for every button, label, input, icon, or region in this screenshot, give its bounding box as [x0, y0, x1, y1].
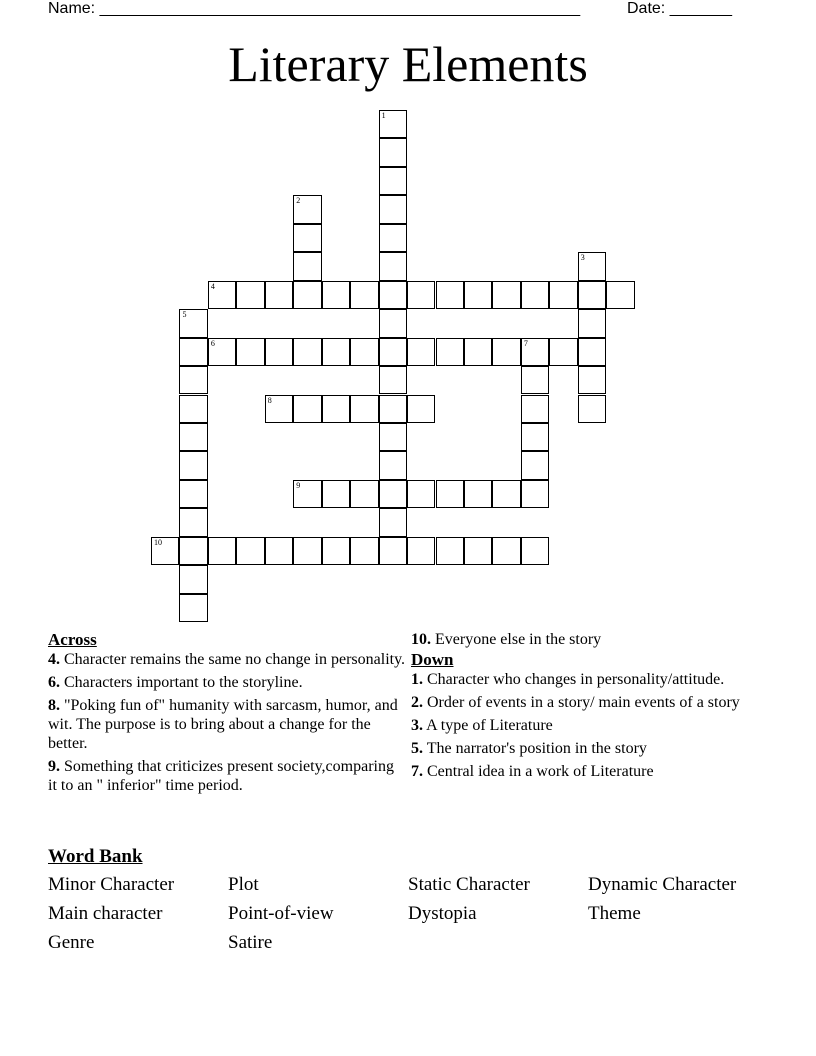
crossword-cell[interactable] — [578, 366, 606, 394]
crossword-cell[interactable] — [379, 167, 407, 195]
crossword-cell[interactable] — [350, 480, 378, 508]
crossword-cell[interactable] — [208, 338, 236, 366]
crossword-cell[interactable] — [521, 281, 549, 309]
crossword-cell[interactable] — [179, 338, 207, 366]
cell-number: 5 — [182, 310, 187, 320]
crossword-cell[interactable] — [293, 252, 321, 280]
crossword-cell[interactable] — [379, 537, 407, 565]
crossword-cell[interactable] — [179, 537, 207, 565]
crossword-cell[interactable] — [436, 338, 464, 366]
clue-down-7: 7. Central idea in a work of Literature — [411, 763, 654, 780]
crossword-cell[interactable] — [379, 309, 407, 337]
crossword-cell[interactable] — [265, 281, 293, 309]
clue-down-5: 5. The narrator's position in the story — [411, 740, 647, 757]
crossword-cell[interactable] — [379, 366, 407, 394]
crossword-cell[interactable] — [521, 395, 549, 423]
cell-number: 8 — [267, 395, 272, 405]
crossword-cell[interactable] — [464, 338, 492, 366]
crossword-cell[interactable] — [578, 395, 606, 423]
crossword-cell[interactable] — [379, 252, 407, 280]
crossword-cell[interactable] — [293, 395, 321, 423]
crossword-cell[interactable] — [293, 281, 321, 309]
crossword-cell[interactable] — [521, 537, 549, 565]
crossword-cell[interactable] — [379, 451, 407, 479]
word-bank-title: Word Bank — [48, 846, 143, 867]
crossword-cell[interactable] — [492, 480, 520, 508]
cell-number: 10 — [154, 537, 162, 547]
crossword-cell[interactable] — [492, 281, 520, 309]
crossword-cell[interactable] — [407, 395, 435, 423]
crossword-cell[interactable] — [492, 338, 520, 366]
crossword-cell[interactable] — [350, 281, 378, 309]
crossword-cell[interactable] — [322, 281, 350, 309]
crossword-cell[interactable] — [179, 480, 207, 508]
crossword-cell[interactable] — [379, 480, 407, 508]
crossword-cell[interactable] — [179, 451, 207, 479]
cell-number: 7 — [523, 338, 528, 348]
crossword-cell[interactable] — [293, 537, 321, 565]
clues-right-column — [411, 630, 771, 785]
crossword-cell[interactable] — [521, 338, 549, 366]
crossword-cell[interactable] — [464, 480, 492, 508]
clues-left-column — [48, 630, 406, 799]
crossword-cell[interactable] — [379, 195, 407, 223]
crossword-cell[interactable] — [379, 281, 407, 309]
word-bank-item: Minor Character — [48, 874, 175, 895]
crossword-cell[interactable] — [549, 281, 577, 309]
crossword-cell[interactable] — [179, 309, 207, 337]
cell-number: 1 — [381, 111, 386, 120]
crossword-cell[interactable] — [407, 537, 435, 565]
crossword-cell[interactable] — [521, 423, 549, 451]
crossword-cell[interactable] — [350, 537, 378, 565]
crossword-cell[interactable] — [521, 366, 549, 394]
crossword-cell[interactable] — [179, 594, 207, 622]
cell-number: 2 — [296, 196, 301, 206]
crossword-cell[interactable] — [322, 395, 350, 423]
crossword-cell[interactable] — [379, 224, 407, 252]
clue-across-8: 8. "Poking fun of" humanity with sarcasm, humor, and wit. The purpose is to bring about a change for the better. — [48, 697, 398, 752]
crossword-cell[interactable] — [236, 537, 264, 565]
crossword-cell[interactable] — [578, 338, 606, 366]
crossword-cell[interactable] — [293, 338, 321, 366]
crossword-cell[interactable] — [521, 451, 549, 479]
crossword-cell[interactable] — [208, 281, 236, 309]
crossword-cell[interactable] — [464, 281, 492, 309]
cell-number: 6 — [210, 338, 215, 348]
clue-down-3: 3. A type of Literature — [411, 717, 553, 734]
crossword-cell[interactable] — [407, 480, 435, 508]
crossword-cell[interactable] — [407, 338, 435, 366]
crossword-cell[interactable] — [492, 537, 520, 565]
crossword-cell[interactable] — [379, 138, 407, 166]
word-bank-item: Static Character — [408, 874, 530, 895]
word-bank-item: Main character — [48, 903, 163, 924]
crossword-cell[interactable] — [179, 423, 207, 451]
crossword-cell[interactable] — [179, 366, 207, 394]
name-field[interactable]: Name: ______________________________________________________ — [48, 0, 581, 17]
crossword-cell[interactable] — [379, 338, 407, 366]
clue-down-2: 2. Order of events in a story/ main events of a story — [411, 694, 740, 711]
crossword-cell[interactable] — [265, 537, 293, 565]
crossword-cell[interactable] — [151, 537, 179, 565]
crossword-cell[interactable] — [578, 309, 606, 337]
crossword-cell[interactable] — [293, 224, 321, 252]
crossword-cell[interactable] — [179, 508, 207, 536]
clue-across-9: 9. Something that criticizes present society,comparing it to an " inferior" time period. — [48, 758, 394, 794]
crossword-cell[interactable] — [265, 395, 293, 423]
cell-number: 4 — [210, 281, 215, 291]
crossword-cell[interactable] — [236, 338, 264, 366]
date-field[interactable]: Date: _______ — [627, 0, 732, 17]
crossword-cell[interactable] — [436, 480, 464, 508]
crossword-cell[interactable] — [407, 281, 435, 309]
crossword-cell[interactable] — [265, 338, 293, 366]
crossword-cell[interactable] — [578, 252, 606, 280]
down-heading: Down — [411, 650, 454, 669]
crossword-cell[interactable] — [578, 281, 606, 309]
crossword-cell[interactable] — [350, 338, 378, 366]
word-bank-item: Satire — [228, 932, 273, 953]
crossword-cell[interactable] — [464, 537, 492, 565]
word-bank-item: Genre — [48, 932, 95, 953]
crossword-cell[interactable] — [436, 281, 464, 309]
clue-down-1: 1. Character who changes in personality/attitude. — [411, 671, 725, 688]
crossword-cell[interactable] — [208, 537, 236, 565]
crossword-cell[interactable] — [322, 480, 350, 508]
crossword-cell[interactable] — [379, 395, 407, 423]
crossword-cell[interactable] — [606, 281, 634, 309]
crossword-cell[interactable] — [379, 508, 407, 536]
crossword-cell[interactable] — [379, 110, 407, 138]
word-bank-item: Dystopia — [408, 903, 477, 924]
word-bank-item: Theme — [588, 903, 641, 924]
crossword-cell[interactable] — [549, 338, 577, 366]
page-title: Literary Elements — [228, 36, 588, 92]
crossword-cell[interactable] — [179, 395, 207, 423]
crossword-cell[interactable] — [322, 338, 350, 366]
crossword-cell[interactable] — [350, 395, 378, 423]
cell-number: 9 — [296, 480, 301, 490]
word-bank-item: Point-of-view — [228, 903, 334, 924]
crossword-cell[interactable] — [322, 537, 350, 565]
clue-across-4: 4. Character remains the same no change in personality. — [48, 651, 406, 668]
cell-number: 3 — [580, 253, 585, 263]
clue-across-6: 6. Characters important to the storyline. — [48, 674, 303, 691]
crossword-cell[interactable] — [179, 565, 207, 593]
clue-across-10: 10. Everyone else in the story — [411, 631, 602, 648]
crossword-cell[interactable] — [293, 195, 321, 223]
crossword-cell[interactable] — [379, 423, 407, 451]
word-bank — [48, 874, 788, 954]
crossword-cell[interactable] — [521, 480, 549, 508]
word-bank-item: Plot — [228, 874, 259, 895]
crossword-cell[interactable] — [436, 537, 464, 565]
crossword-cell[interactable] — [236, 281, 264, 309]
crossword-cell[interactable] — [293, 480, 321, 508]
across-heading: Across — [48, 630, 97, 649]
word-bank-item: Dynamic Character — [588, 874, 737, 895]
